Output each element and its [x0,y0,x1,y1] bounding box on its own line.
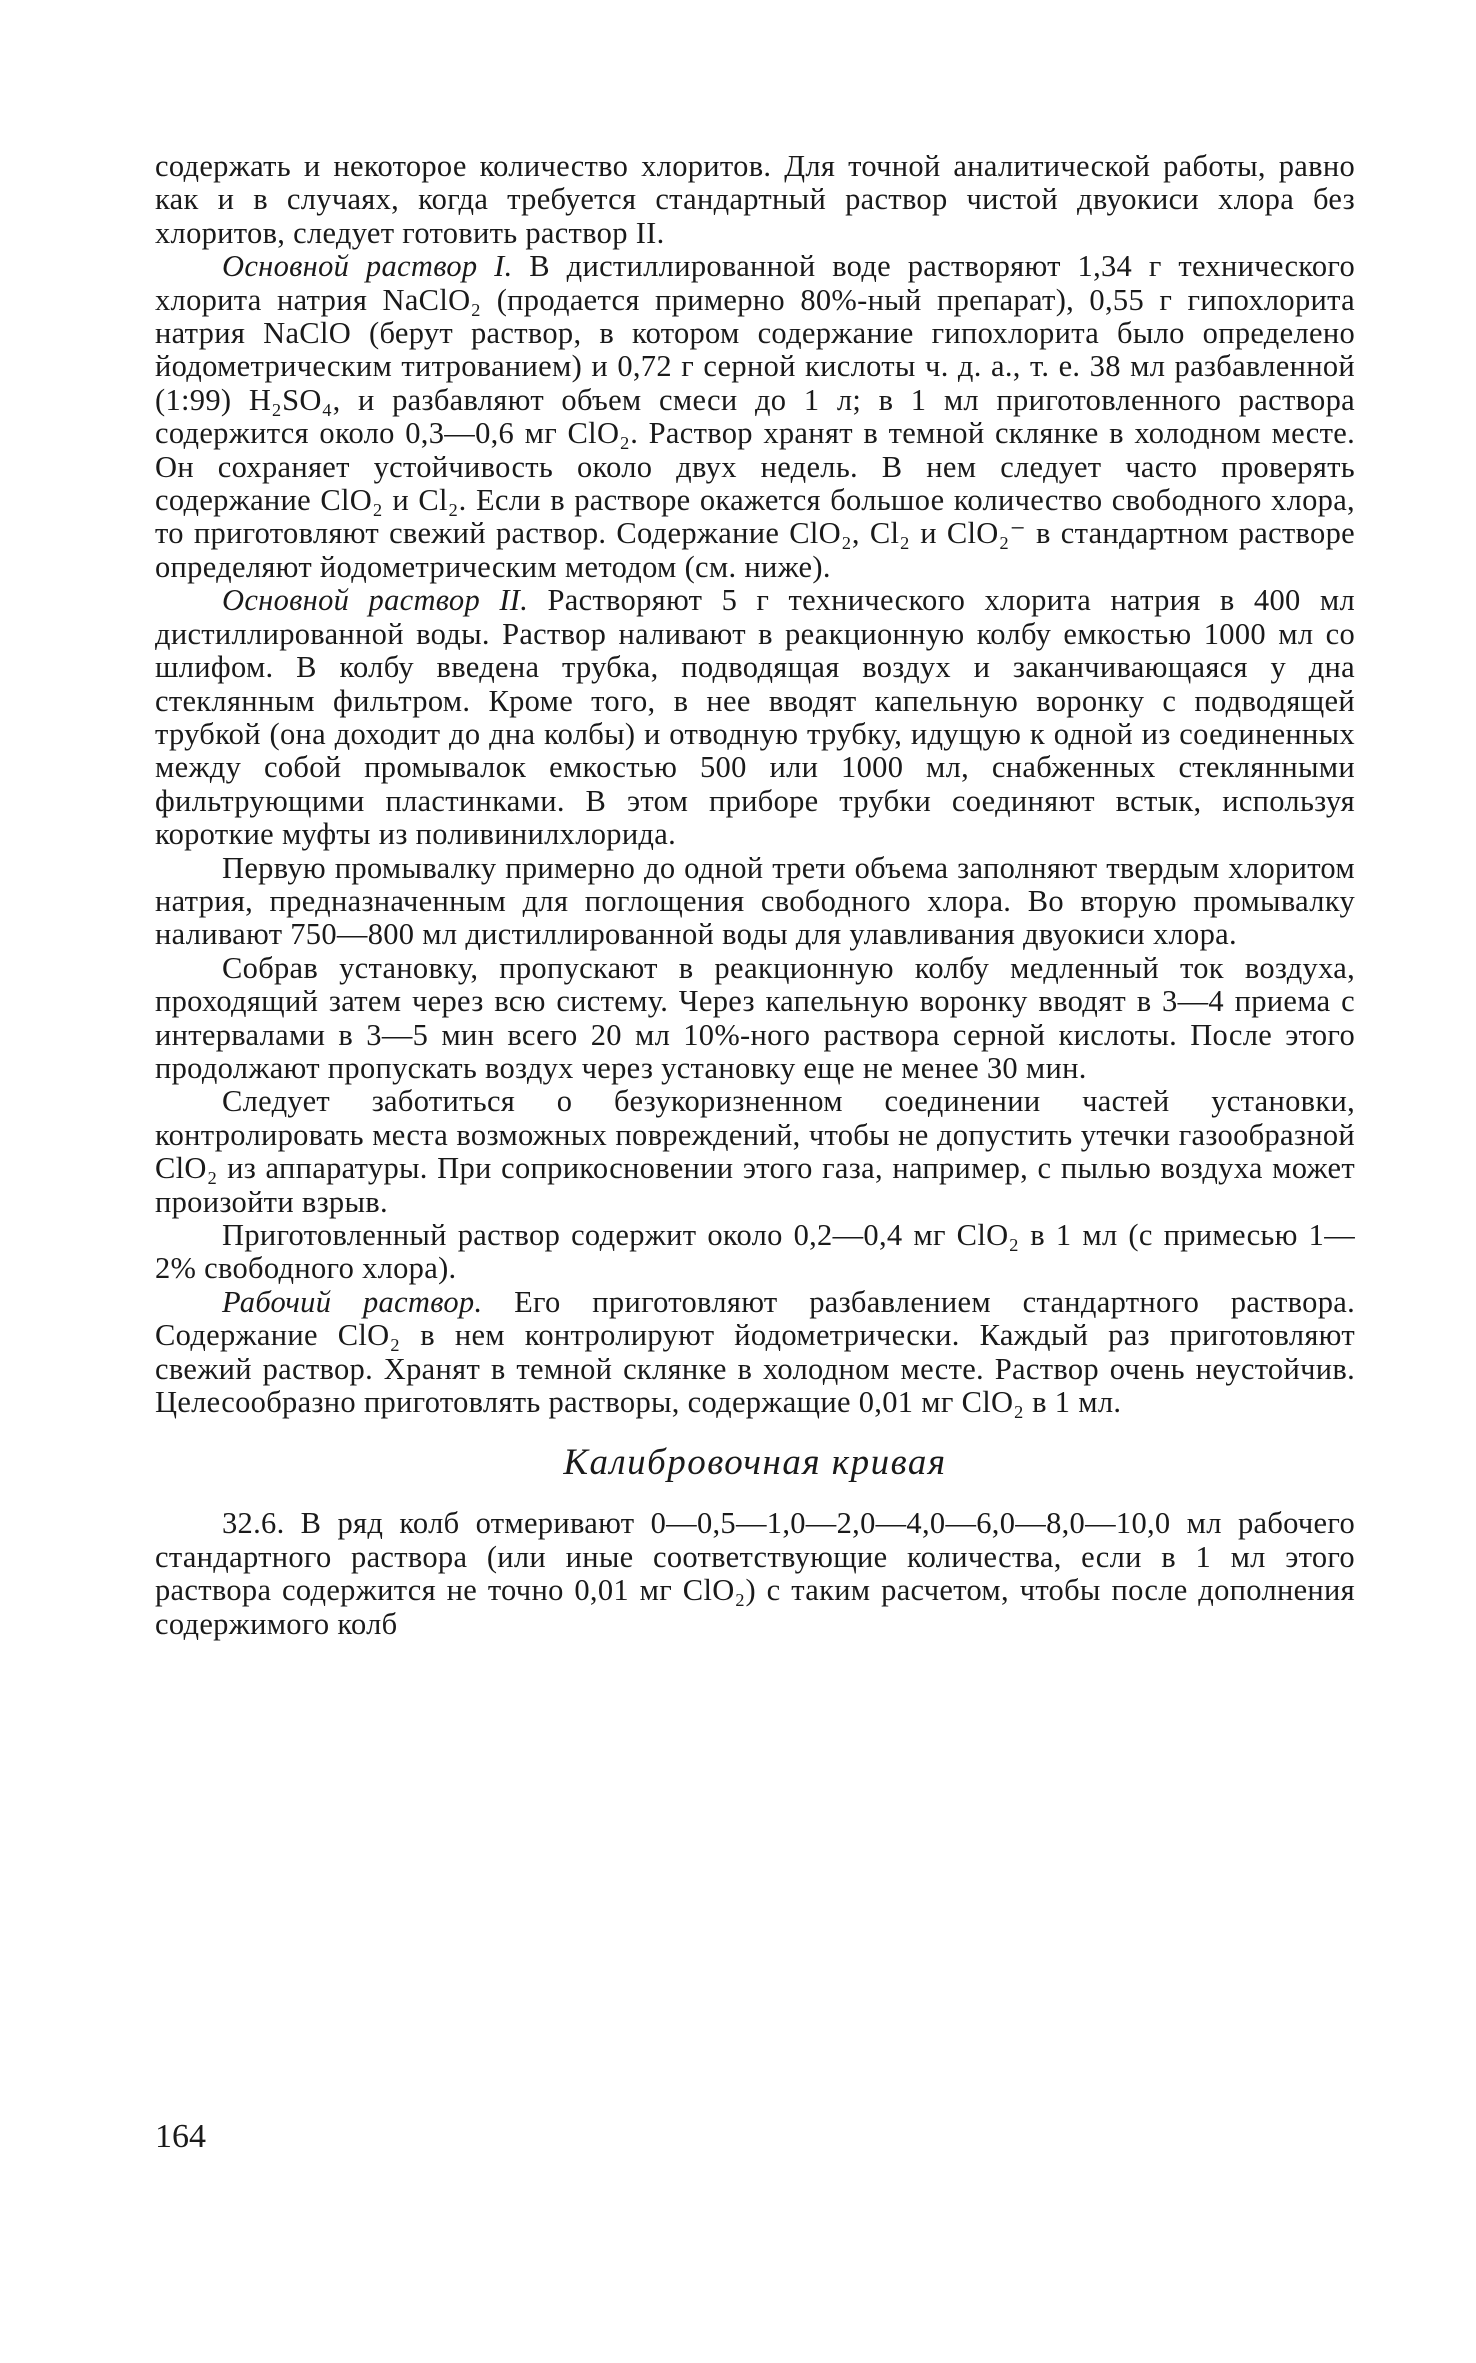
section-heading: Калибровочная кривая [563,1442,947,1484]
paragraph-text: В дистиллированной воде растворяют 1,34 г технического хлорита натрия NaClO₂ (продается примерно 80%-ный препарат), 0,55 г гипохлорита натрия NaClO (берут раствор, в котором содержание гипохлорита было определено йодометрическим титрованием) и 0,72 г серной кислоты ч. д. а., т. е. 38 мл разбавленной (1:99) H₂SO₄, и разбавляют объем смеси до 1 л; в 1 мл приготовленного раствора содержится около 0,3—0,6 мг ClO₂. Раствор хранят в темной склянке в холодном месте. Он сохраняет устойчивость около двух недель. В нем следует часто проверять содержание ClO₂ и Cl₂. Если в растворе окажется большое количество свободного хлора, то приготовляют свежий раствор. Содержание ClO₂, Cl₂ и ClO₂⁻ в стандартном растворе определяют йодометрическим методом (см. ниже). [155,249,1356,584]
paragraph-text: содержать и некоторое количество хлоритов. Для точной аналитической работы, равно как и в случаях, когда требуется стандартный раствор чистой двуокиси хлора без хлоритов, следует готовить раствор II. [155,149,1355,250]
paragraph-label: Основной раствор II. [222,583,529,618]
paragraph-text: Приготовленный раствор содержит около 0,2—0,4 мг ClO₂ в 1 мл (с примесью 1—2% свободного хлора). [155,1218,1355,1286]
paragraph-text: Растворяют 5 г технического хлорита натрия в 400 мл дистиллированной воды. Раствор наливают в реакционную колбу емкостью 1000 мл со шлифом. В колбу введена трубка, подводящая воздух и заканчивающаяся у дна стеклянным фильтром. Кроме того, в нее вводят капельную воронку с подводящей трубкой (она доходит до дна колбы) и отводную трубку, идущую к одной из соединенных между собой промывалок емкостью 500 или 1000 мл, снабженных стеклянными фильтрующими пластинками. В этом приборе трубки соединяют встык, используя короткие муфты из поливинилхлорида. [155,583,1355,852]
text-block-calibration [155,1507,1355,1641]
paragraph-assembly [155,952,1355,1086]
paragraph-prepared-solution [155,1219,1355,1286]
paragraph-text: Его приготовляют разбавлением стандартного раствора. Содержание ClO₂ в нем контролируют йодометрически. Каждый раз приготовляют свежий раствор. Хранят в темной склянке в холодном месте. Раствор очень неустойчив. Целесообразно приготовлять растворы, содержащие 0,01 мг ClO₂ в 1 мл. [155,1284,1356,1420]
paragraph-label: Рабочий раствор. [222,1284,483,1319]
paragraph-text: В ряд колб отмеривают 0—0,5—1,0—2,0—4,0—6,0—8,0—10,0 мл рабочего стандартного раствора (или иные соответствующие количества, если в 1 мл этого раствора содержится не точно 0,01 мг ClO₂) с таким расчетом, чтобы после дополнения содержимого колб [155,1506,1355,1641]
paragraph-first-washer [155,852,1355,952]
paragraph-text: Собрав установку, пропускают в реакционную колбу медленный ток воздуха, проходящий затем через всю систему. Через капельную воронку вводят в 3—4 приема с интервалами в 3—5 мин всего 20 мл 10%-ного раствора серной кислоты. После этого продолжают пропускать воздух через установку еще не менее 30 мин. [155,950,1355,1085]
page-body [155,150,1355,1641]
page-number: 164 [155,2118,206,2155]
paragraph-calibration [155,1507,1355,1641]
paragraph-continuation [155,150,1355,250]
paragraph-stock-solution-1 [155,250,1355,584]
paragraph-stock-solution-2 [155,584,1355,851]
paragraph-working-solution [155,1286,1355,1420]
paragraph-safety [155,1085,1355,1219]
paragraph-text: Следует заботиться о безукоризненном соединении частей установки, контролировать места возможных повреждений, чтобы не допустить утечки газообразной ClO₂ из аппаратуры. При соприкосновении этого газа, например, с пылью воздуха может произойти взрыв. [155,1084,1355,1219]
paragraph-label: Основной раствор I. [222,249,513,284]
paragraph-text: Первую промывалку примерно до одной трети объема заполняют твердым хлоритом натрия, предназначенным для поглощения свободного хлора. Во вторую промывалку наливают 750—800 мл дистиллированной воды для улавливания двуокиси хлора. [155,850,1355,952]
paragraph-number: 32.6. [222,1506,285,1541]
text-block [155,150,1355,1419]
